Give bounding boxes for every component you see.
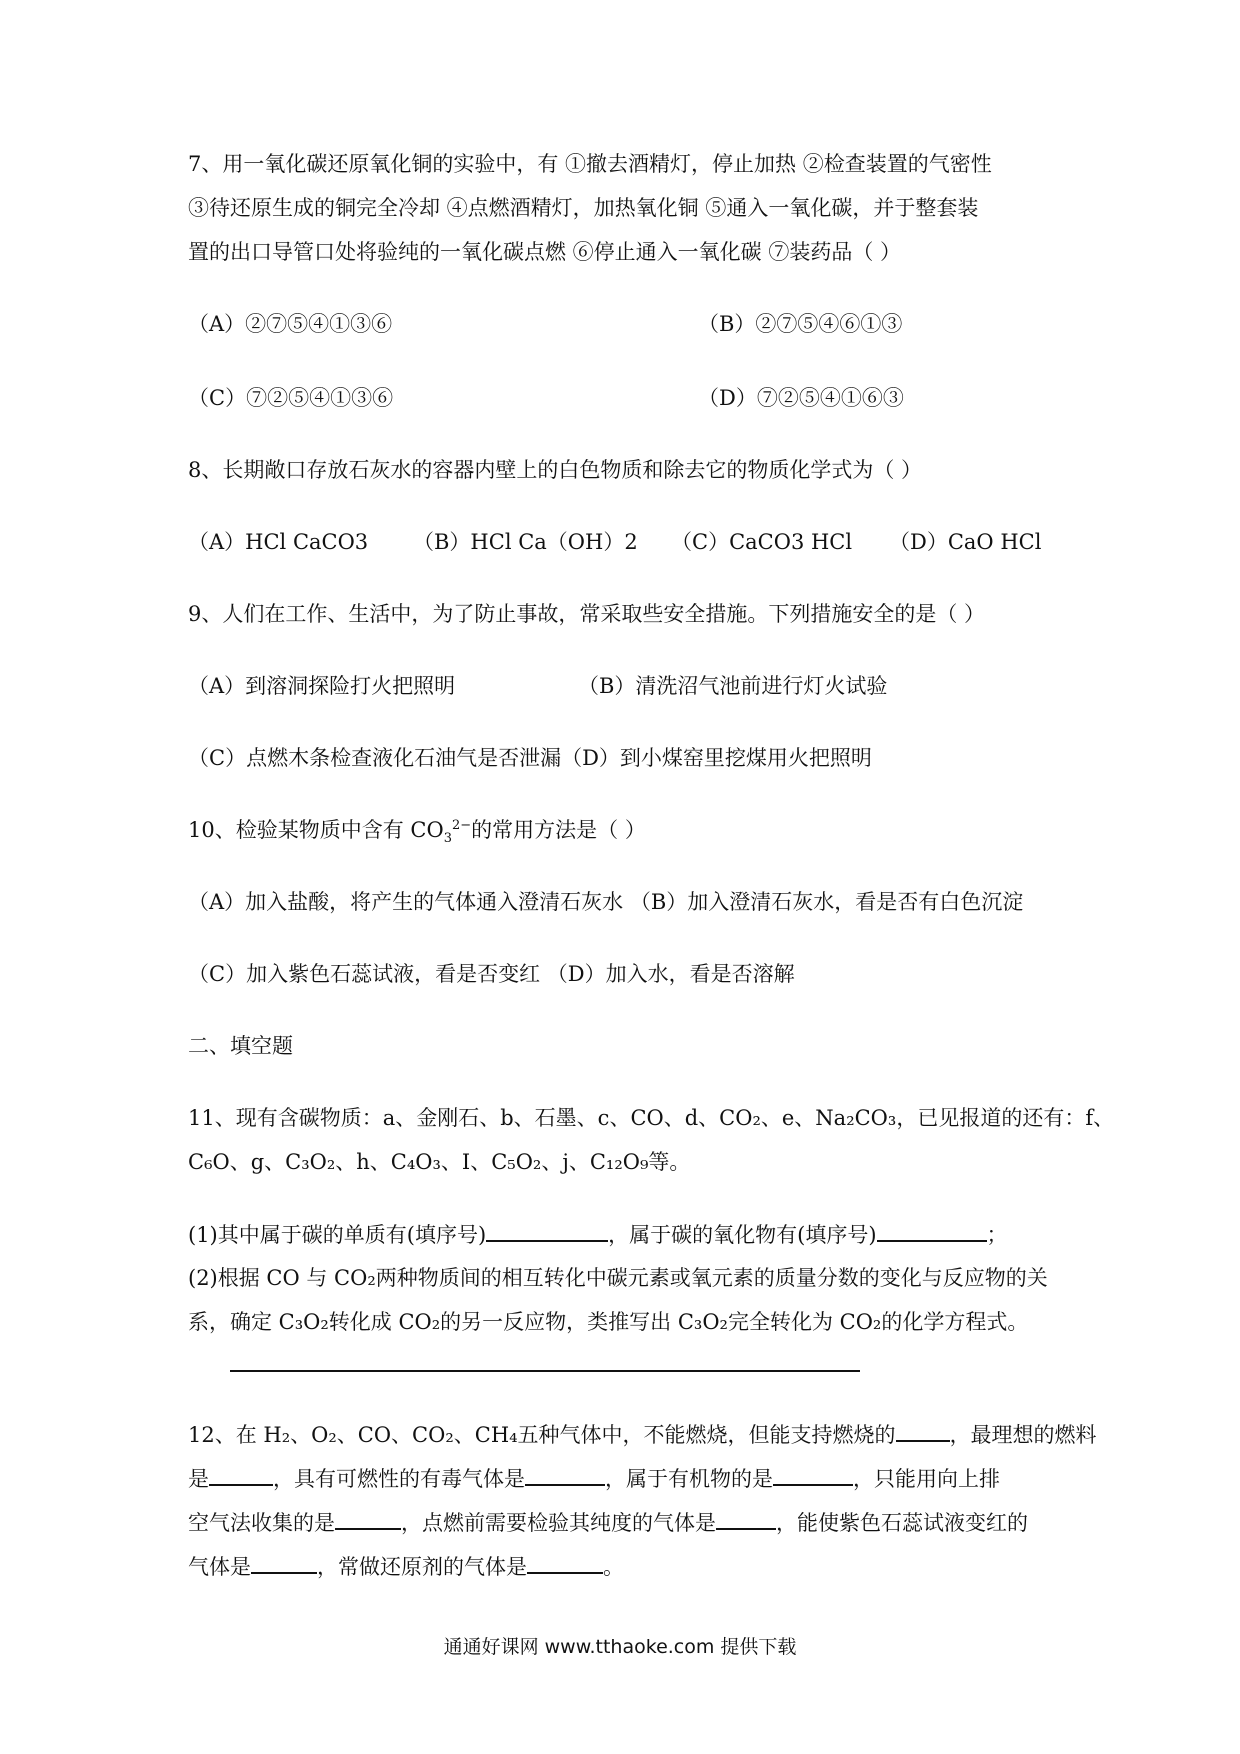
answer-blank[interactable] <box>525 1466 605 1486</box>
q8-option-d: （D）CaO HCl <box>889 530 1042 554</box>
answer-blank[interactable] <box>773 1466 853 1486</box>
q12-line-3 <box>188 1510 1028 1535</box>
q10-stem-pre: 10、检验某物质中含有 CO <box>188 818 444 842</box>
q12-text: ，具有可燃性的有毒气体是 <box>273 1467 525 1491</box>
q12-line-1 <box>188 1422 1097 1447</box>
q12-text: ，点燃前需要检验其纯度的气体是 <box>401 1511 716 1535</box>
q12-text: ，属于有机物的是 <box>605 1467 773 1491</box>
q12-text: ，只能用向上排 <box>853 1467 1000 1491</box>
q7-line-1: 7、用一氧化碳还原氧化铜的实验中，有 ①撤去酒精灯，停止加热 ②检查装置的气密性 <box>188 152 992 176</box>
q11-line-1: 11、现有含碳物质：a、金刚石、b、石墨、c、CO、d、CO₂、e、Na₂CO₃，已见报道的还有：f、 <box>188 1106 1115 1130</box>
q7-option-a: （A）②⑦⑤④①③⑥ <box>188 312 393 336</box>
q11-part-1-text-b: ，属于碳的氧化物有(填序号) <box>608 1223 877 1247</box>
q12-text: ，能使紫色石蕊试液变红的 <box>776 1511 1028 1535</box>
q12-text: 12、在 H₂、O₂、CO、CO₂、CH₄五种气体中，不能燃烧，但能支持燃烧的 <box>188 1423 896 1447</box>
q9-option-c-d: （C）点燃木条检查液化石油气是否泄漏（D）到小煤窑里挖煤用火把照明 <box>188 746 872 770</box>
answer-blank[interactable] <box>486 1222 608 1242</box>
q12-line-2 <box>188 1466 1000 1491</box>
q9-stem: 9、人们在工作、生活中，为了防止事故，常采取些安全措施。下列措施安全的是（ ） <box>188 602 986 626</box>
answer-blank[interactable] <box>251 1554 317 1574</box>
q7-line-2: ③待还原生成的铜完全冷却 ④点燃酒精灯，加热氧化铜 ⑤通入一氧化碳，并于整套装 <box>188 196 979 220</box>
q12-text: ，常做还原剂的气体是 <box>317 1555 527 1579</box>
q11-line-2: C₆O、g、C₃O₂、h、C₄O₃、I、C₅O₂、j、C₁₂O₉等。 <box>188 1150 691 1174</box>
q12-text: ，最理想的燃料 <box>949 1423 1097 1447</box>
answer-blank[interactable] <box>209 1466 273 1486</box>
q8-option-a: （A）HCl CaCO3 <box>188 530 369 554</box>
page-footer: 通通好课网 www.tthaoke.com 提供下载 <box>443 1636 797 1658</box>
q7-line-3: 置的出口导管口处将验纯的一氧化碳点燃 ⑥停止通入一氧化碳 ⑦装药品（ ） <box>188 240 902 264</box>
q8-option-c: （C）CaCO3 HCl <box>671 530 853 554</box>
q11-part-1-text-a: (1)其中属于碳的单质有(填序号) <box>188 1223 487 1247</box>
q12-line-4 <box>188 1554 624 1579</box>
q12-text: 气体是 <box>188 1555 251 1579</box>
answer-line[interactable] <box>230 1370 860 1372</box>
q11-part-1-text-c: ； <box>986 1223 1008 1247</box>
q10-option-c-d: （C）加入紫色石蕊试液，看是否变红 （D）加入水，看是否溶解 <box>188 962 795 986</box>
answer-blank[interactable] <box>877 1222 987 1242</box>
answer-blank[interactable] <box>335 1510 401 1530</box>
q9-option-a: （A）到溶洞探险打火把照明 <box>188 674 456 698</box>
q11-part-1 <box>188 1222 1008 1247</box>
section-heading: 二、填空题 <box>188 1034 293 1058</box>
q10-stem-post: 的常用方法是（ ） <box>471 818 646 842</box>
q12-text: 。 <box>603 1555 624 1579</box>
q12-text: 空气法收集的是 <box>188 1511 335 1535</box>
answer-blank[interactable] <box>896 1422 950 1442</box>
answer-blank[interactable] <box>527 1554 603 1574</box>
q8-option-b: （B）HCl Ca（OH）2 <box>413 530 638 554</box>
q10-stem-sub: 3 <box>443 831 452 847</box>
q12-text: 是 <box>188 1467 209 1491</box>
q10-stem <box>188 818 646 847</box>
q7-option-d: （D）⑦②⑤④①⑥③ <box>698 386 904 410</box>
q10-stem-sup: 2− <box>451 818 472 833</box>
q11-part-2-line-2: 系，确定 C₃O₂转化成 CO₂的另一反应物，类推写出 C₃O₂完全转化为 CO₂的化学方程式。 <box>188 1310 1029 1334</box>
q7-option-b: （B）②⑦⑤④⑥①③ <box>698 312 903 336</box>
q11-part-2-line-1: (2)根据 CO 与 CO₂两种物质间的相互转化中碳元素或氧元素的质量分数的变化与反应物的关 <box>188 1266 1048 1290</box>
q8-stem: 8、长期敞口存放石灰水的容器内壁上的白色物质和除去它的物质化学式为（ ） <box>188 458 923 482</box>
q10-option-a-b: （A）加入盐酸，将产生的气体通入澄清石灰水 （B）加入澄清石灰水，看是否有白色沉淀 <box>188 890 1024 914</box>
q9-option-b: （B）清洗沼气池前进行灯火试验 <box>578 674 888 698</box>
answer-blank[interactable] <box>716 1510 776 1530</box>
q7-option-c: （C）⑦②⑤④①③⑥ <box>188 386 394 410</box>
